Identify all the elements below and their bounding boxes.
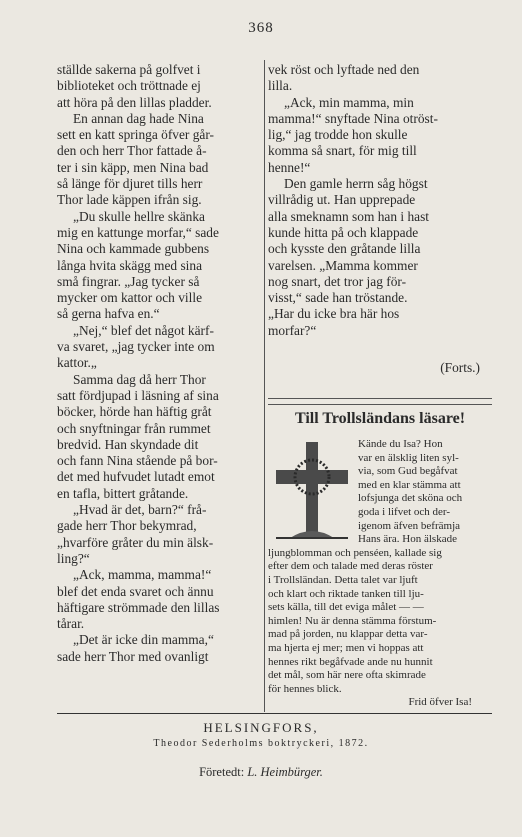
text-line: henne!“ bbox=[268, 159, 311, 175]
text-line: lig,“ jag trodde hon skulle bbox=[268, 127, 408, 143]
censor-name: L. Heimbürger. bbox=[247, 765, 323, 779]
poem-line: mad på jorden, nu klappar detta var- bbox=[268, 628, 428, 641]
poem-line: Kände du Isa? Hon bbox=[358, 438, 443, 450]
poem-text bbox=[268, 438, 492, 710]
text-line: lilla. bbox=[268, 78, 293, 94]
column-divider bbox=[264, 60, 265, 712]
left-column bbox=[57, 62, 260, 665]
text-line: sett en katt springa öfver går- bbox=[57, 127, 215, 143]
censor-label: Företedt: bbox=[199, 765, 245, 779]
poem-line: Hans ära. Hon älskade bbox=[358, 533, 457, 546]
text-line: „Ack, mamma, mamma!“ bbox=[73, 567, 212, 583]
section-rule bbox=[268, 404, 492, 405]
text-line: och fann Nina stående på bor- bbox=[57, 453, 218, 469]
text-line: mamma!“ snyftade Nina otröst- bbox=[268, 110, 438, 126]
text-line: visst,“ sade han tröstande. bbox=[268, 290, 408, 306]
text-line: häftigare strömmade den lillas bbox=[57, 599, 220, 615]
poem-signature: Frid öfver Isa! bbox=[408, 696, 472, 709]
text-line: villrådig ut. Han upprepade bbox=[268, 192, 416, 208]
poem-line: himlen! Nu är denna stämma förstum- bbox=[268, 614, 437, 627]
page-number: 368 bbox=[248, 20, 274, 36]
text-line: det med hufvudet lutadt emot bbox=[57, 469, 215, 485]
text-line: Samma dag då herr Thor bbox=[73, 371, 206, 387]
poem-line: med en klar stämma att bbox=[358, 478, 461, 491]
text-line: En annan dag hade Nina bbox=[73, 110, 204, 126]
text-line: Thor lade käppen ifrån sig. bbox=[57, 192, 202, 208]
text-line: „Ack, min mamma, min bbox=[284, 94, 414, 110]
text-line: den och herr Thor fattade å- bbox=[57, 143, 207, 159]
text-line: Den gamle herrn såg högst bbox=[284, 176, 428, 192]
poem-heading: Till Trollsländans läsare! bbox=[294, 410, 466, 427]
censor-line bbox=[0, 765, 522, 780]
poem-line: sets källa, till det eviga målet — — bbox=[268, 601, 424, 614]
text-line: „Har du icke bra här hos bbox=[268, 306, 400, 322]
text-line: vek röst och lyftade ned den bbox=[268, 62, 420, 77]
text-line: alla smeknamn som han i hast bbox=[268, 208, 430, 224]
poem-line: ma hjerta ej mer; men vi hoppas att bbox=[268, 641, 424, 654]
text-line: böcker, hörde han häftig gråt bbox=[57, 404, 212, 420]
text-line: nog snart, det tror jag för- bbox=[268, 273, 407, 289]
text-line: kunde hitta på och klappade bbox=[268, 224, 419, 240]
poem-line: och klart och riktade tanken till lju- bbox=[268, 587, 424, 600]
text-line: morfar?“ bbox=[268, 322, 317, 338]
text-line: små fingrar. „Jag tycker så bbox=[57, 273, 200, 289]
imprint-city: HELSINGFORS, bbox=[203, 720, 319, 735]
text-line: gade herr Thor bekymrad, bbox=[57, 518, 197, 534]
section-rule bbox=[268, 398, 492, 399]
text-line: ter i sin käpp, men Nina bad bbox=[57, 159, 209, 175]
text-line: „hvarföre gråter du min älsk- bbox=[57, 534, 214, 550]
text-line: Nina och kammade gubbens bbox=[57, 241, 210, 257]
poem-line: för hennes blick. bbox=[268, 682, 342, 695]
text-line: tårar. bbox=[57, 616, 85, 632]
poem-line: ljungblomman och penséen, kallade sig bbox=[268, 546, 442, 559]
continued-note: (Forts.) bbox=[440, 360, 480, 375]
poem-line: via, som Gud begåfvat bbox=[358, 465, 458, 478]
text-line: och kysste den gråtande lilla bbox=[268, 241, 421, 257]
poem-line: det mål, som här nere ofta skimrade bbox=[268, 669, 426, 682]
text-line: kattor.„ bbox=[57, 355, 97, 371]
text-line: blef det enda svaret och ännu bbox=[57, 583, 214, 599]
text-line: „Nej,“ blef det något kärf- bbox=[73, 322, 214, 338]
text-line: sade herr Thor med ovanligt bbox=[57, 648, 209, 664]
poem-line: hennes rikt begåfvade ande nu hunnit bbox=[268, 655, 433, 668]
imprint-printer: Theodor Sederholms boktryckeri, 1872. bbox=[153, 738, 369, 749]
poem-line: var en älsklig liten syl- bbox=[358, 451, 459, 464]
text-line: „Hvad är det, barn?“ frå- bbox=[73, 502, 207, 518]
text-line: mycker om kattor och ville bbox=[57, 290, 203, 306]
text-line: ling?“ bbox=[57, 550, 90, 566]
text-line: och snyftningar från rummet bbox=[57, 420, 211, 436]
text-line: en tafla, bittert gråtande. bbox=[57, 485, 189, 501]
text-line: varelsen. „Mamma kommer bbox=[268, 257, 418, 273]
text-line: bredvid. Han skyndade dit bbox=[57, 436, 199, 452]
poem-line: goda i lifvet och der- bbox=[358, 505, 451, 518]
text-line: ställde sakerna på golfvet i bbox=[57, 62, 201, 77]
text-line: „Det är icke din mamma,“ bbox=[73, 632, 214, 648]
poem-line: igenom äfven befrämja bbox=[358, 519, 461, 532]
text-line: komma så snart, för mig till bbox=[268, 143, 417, 159]
poem-line: efter dem och talade med deras röster bbox=[268, 560, 433, 573]
poem-line: i Trollsländan. Detta talet var ljuft bbox=[268, 573, 418, 586]
text-line: satt fördjupad i läsning af sina bbox=[57, 387, 219, 403]
text-line: så länge för djuret tills herr bbox=[57, 176, 203, 192]
text-line: långa hvita skägg med sina bbox=[57, 257, 203, 273]
text-line: biblioteket och tröttnade ej bbox=[57, 78, 201, 94]
text-line: va svaret, „jag tycker inte om bbox=[57, 339, 215, 355]
text-line: så gerna hafva en.“ bbox=[57, 306, 160, 322]
poem-line: lofsjunga det sköna och bbox=[358, 492, 463, 505]
right-column bbox=[268, 62, 492, 339]
text-line: att höra på den lillas pladder. bbox=[57, 94, 212, 110]
text-line: mig en kattunge morfar,“ sade bbox=[57, 224, 219, 240]
imprint-rule bbox=[57, 713, 492, 714]
text-line: „Du skulle hellre skänka bbox=[73, 208, 206, 224]
